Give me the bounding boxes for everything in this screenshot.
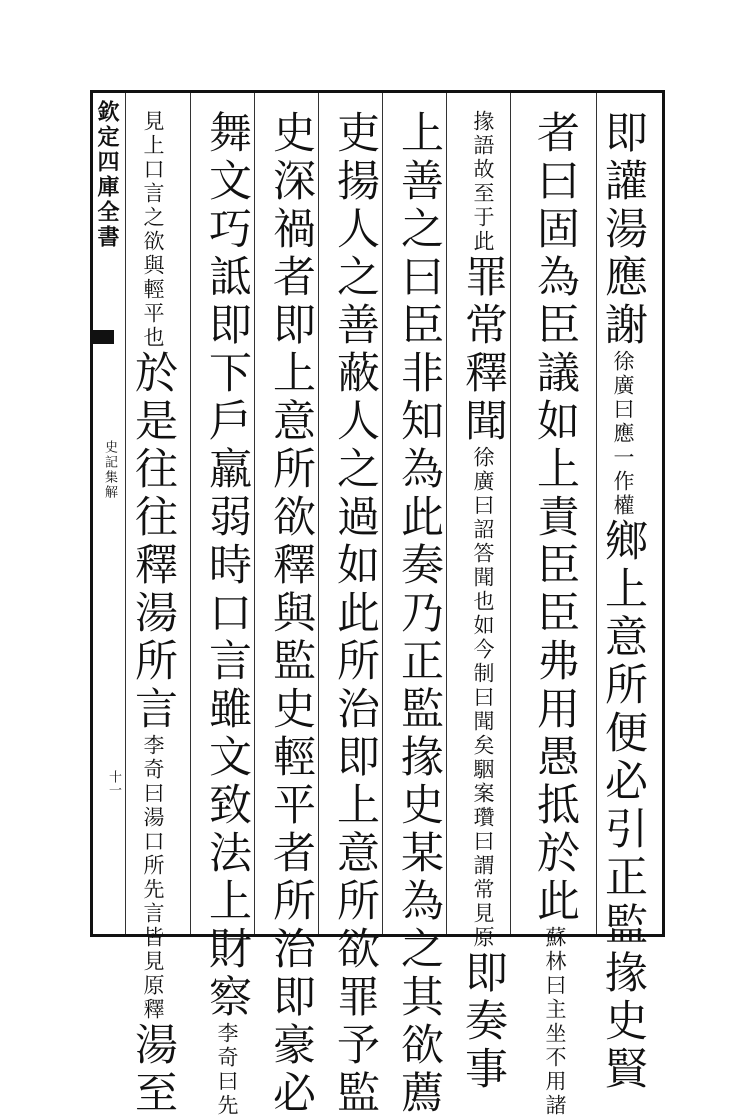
commentary-note: 李奇曰湯口所先言皆見原釋 <box>141 734 165 1022</box>
column-rule <box>510 93 511 934</box>
folio-number: 十一 <box>106 770 121 796</box>
column-rule <box>382 93 383 934</box>
main-text: 罪常釋聞 <box>458 254 508 446</box>
column-rule <box>125 93 126 934</box>
book-title: 欽定四庫全書 <box>94 100 120 250</box>
text-column-2 <box>530 110 580 1118</box>
text-column-1 <box>598 110 648 1094</box>
column-rule <box>318 93 319 934</box>
column-rule <box>254 93 255 934</box>
section-label: 史記集解 <box>102 440 117 500</box>
main-text: 者曰固為臣議如上責臣臣弗用愚抵於此 <box>530 110 580 926</box>
fish-tail-mark <box>92 330 114 344</box>
main-text: 吏揚人之善蔽人之過如此所治即上意所欲罪予監 <box>330 110 380 1118</box>
commentary-note: 李奇曰先 <box>215 1022 239 1118</box>
text-column-3 <box>458 110 508 1094</box>
column-rule <box>596 93 597 934</box>
column-rule <box>190 93 191 934</box>
main-text: 舞文巧詆即下戶羸弱時口言雖文致法上財察 <box>202 110 252 1022</box>
column-rule <box>446 93 447 934</box>
main-text: 史深禍者即上意所欲釋與監史輕平者所治即豪必 <box>266 110 316 1118</box>
text-column-8 <box>128 110 178 1118</box>
main-text: 即奏事 <box>458 950 508 1094</box>
text-column-5 <box>330 110 380 1118</box>
frame-top-rule <box>90 90 665 93</box>
text-column-6 <box>266 110 316 1118</box>
text-column-4 <box>394 110 444 1118</box>
main-text: 湯至 <box>128 1022 178 1118</box>
commentary-note: 見上口言之欲與輕平也 <box>141 110 165 350</box>
commentary-note: 徐廣曰應一作權 <box>611 350 635 518</box>
commentary-note: 蘇林曰主坐不用諸 <box>543 926 567 1118</box>
commentary-note: 掾語故至于此 <box>471 110 495 254</box>
text-column-7 <box>202 110 252 1118</box>
main-text: 鄉上意所便必引正監掾史賢 <box>598 518 648 1094</box>
commentary-note: 徐廣曰詔答聞也如今制曰聞矣駰案瓚曰謂常見原 <box>471 446 495 950</box>
main-text: 即讙湯應謝 <box>598 110 648 350</box>
frame-left-rule <box>90 90 93 937</box>
frame-right-rule <box>662 90 665 937</box>
main-text: 於是往往釋湯所言 <box>128 350 178 734</box>
main-text: 上善之曰臣非知為此奏乃正監掾史某為之其欲薦 <box>394 110 444 1118</box>
